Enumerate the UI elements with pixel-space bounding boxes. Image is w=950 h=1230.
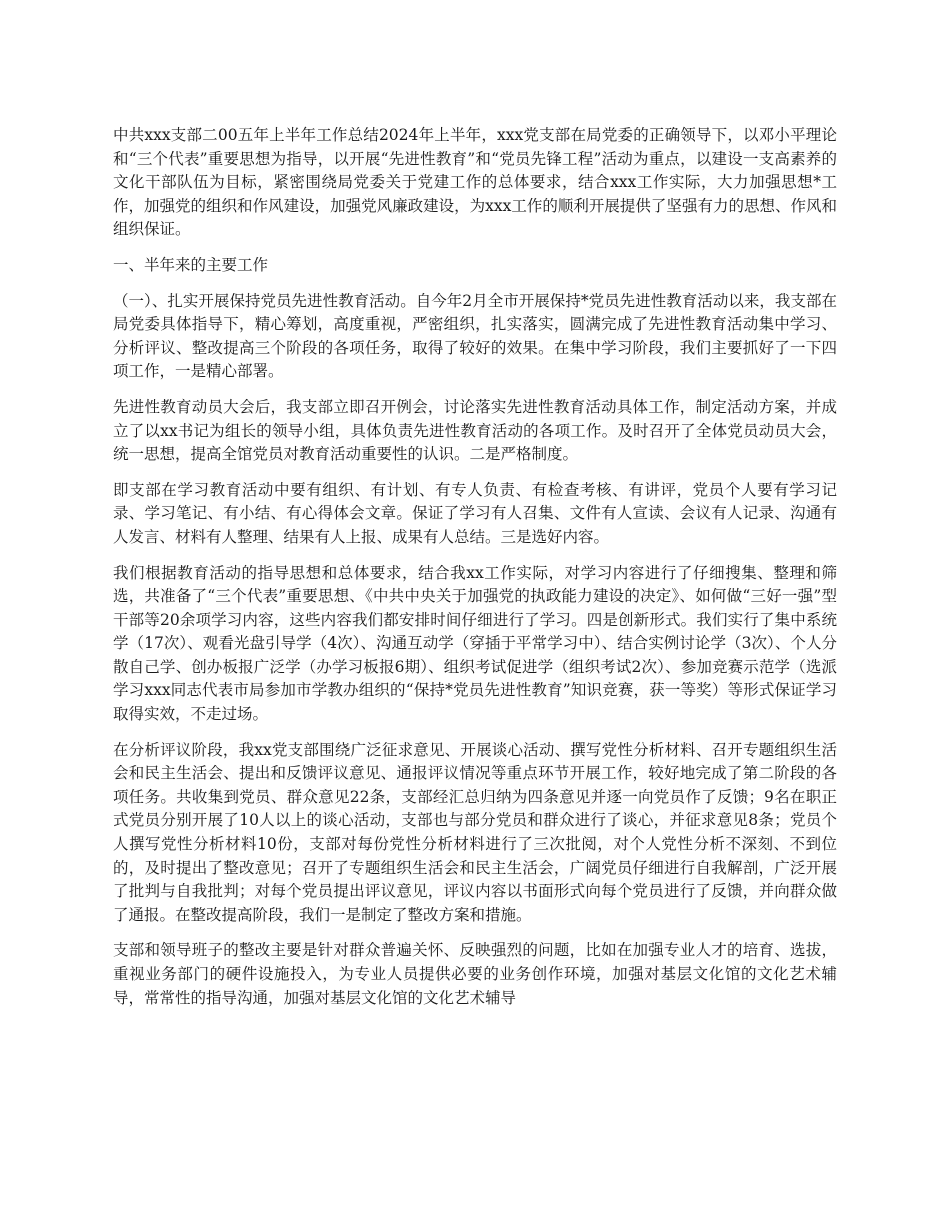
body-paragraph: 在分析评议阶段，我xx党支部围绕广泛征求意见、开展谈心活动、撰写党性分析材料、召开专题组织生活会和民主生活会、提出和反馈评议意见、通报评议情况等重点环节开展工作，较好地完成了第二阶段的各项任务。共收集到党员、群众意见22条，支部经汇总归纳为四条意见并逐一向党员作了反馈；9名在职正式党员分别开展了10人以上的谈心活动，支部也与部分党员和群众进行了谈心，并征求意见8条；党员个人撰写党性分析材料10份，支部对每份党性分析材料进行了三次批阅，对个人党性分析不深刻、不到位的，及时提出了整改意见；召开了专题组织生活会和民主生活会，广阔党员仔细进行自我解剖，广泛开展了批判与自我批判；对每个党员提出评议意见，评议内容以书面形式向每个党员进行了反馈，并向群众做了通报。在整改提高阶段，我们一是制定了整改方案和措施。 — [113, 740, 837, 924]
body-paragraph: 先进性教育动员大会后，我支部立即召开例会，讨论落实先进性教育活动具体工作，制定活动方案，并成立了以xx书记为组长的领导小组，具体负责先进性教育活动的各项工作。及时召开了全体党员动员大会，统一思想，提高全馆党员对教育活动重要性的认识。二是严格制度。 — [113, 397, 837, 464]
section-heading: 一、半年来的主要工作 — [113, 255, 269, 274]
document-body — [113, 124, 837, 1022]
body-paragraph: 即支部在学习教育活动中要有组织、有计划、有专人负责、有检查考核、有讲评，党员个人要有学习记录、学习笔记、有小结、有心得体会文章。保证了学习有人召集、文件有人宣读、会议有人记录、沟通有人发言、材料有人整理、结果有人上报、成果有人总结。三是选好内容。 — [113, 480, 837, 546]
intro-paragraph: 中共xxx支部二00五年上半年工作总结2024年上半年，xxx党支部在局党委的正确领导下，以邓小平理论和“三个代表”重要思想为指导，以开展“先进性教育”和“党员先锋工程”活动为重点，以建设一支高素养的文化干部队伍为目标，紧密围绕局党委关于党建工作的总体要求，结合xxx工作实际，大力加强思想*工作，加强党的组织和作风建设，加强党风廉政建设，为xxx工作的顺利开展提供了坚强有力的思想、作风和组织保证。 — [113, 126, 837, 239]
body-paragraph: 我们根据教育活动的指导思想和总体要求，结合我xx工作实际，对学习内容进行了仔细搜集、整理和筛选，共准备了“三个代表”重要思想、《中共中央关于加强党的执政能力建设的决定》、如何做“三好一强”型干部等20余项学习内容，这些内容我们都安排时间仔细进行了学习。四是创新形式。我们实行了集中系统学（17次）、观看光盘引导学（4次）、沟通互动学（穿插于平常学习中）、结合实例讨论学（3次）、个人分散自己学、创办板报广泛学（办学习板报6期）、组织考试促进学（组织考试2次）、参加竞赛示范学（选派学习xxx同志代表市局参加市学教办组织的“保持*党员先进性教育”知识竞赛，获一等奖）等形式保证学习取得实效，不走过场。 — [113, 563, 837, 724]
body-paragraph: （一）、扎实开展保持党员先进性教育活动。自今年2月全市开展保持*党员先进性教育活动以来，我支部在局党委具体指导下，精心筹划，高度重视，严密组织，扎实落实，圆满完成了先进性教育活动集中学习、分析评议、整改提高三个阶段的各项任务，取得了较好的效果。在集中学习阶段，我们主要抓好了一下四项工作，一是精心部署。 — [113, 291, 837, 381]
body-paragraph: 支部和领导班子的整改主要是针对群众普遍关怀、反映强烈的问题，比如在加强专业人才的培育、选拔，重视业务部门的硬件设施投入，为专业人员提供必要的业务创作环境，加强对基层文化馆的文化艺术辅导，常常性的指导沟通，加强对基层文化馆的文化艺术辅导 — [113, 941, 837, 1007]
